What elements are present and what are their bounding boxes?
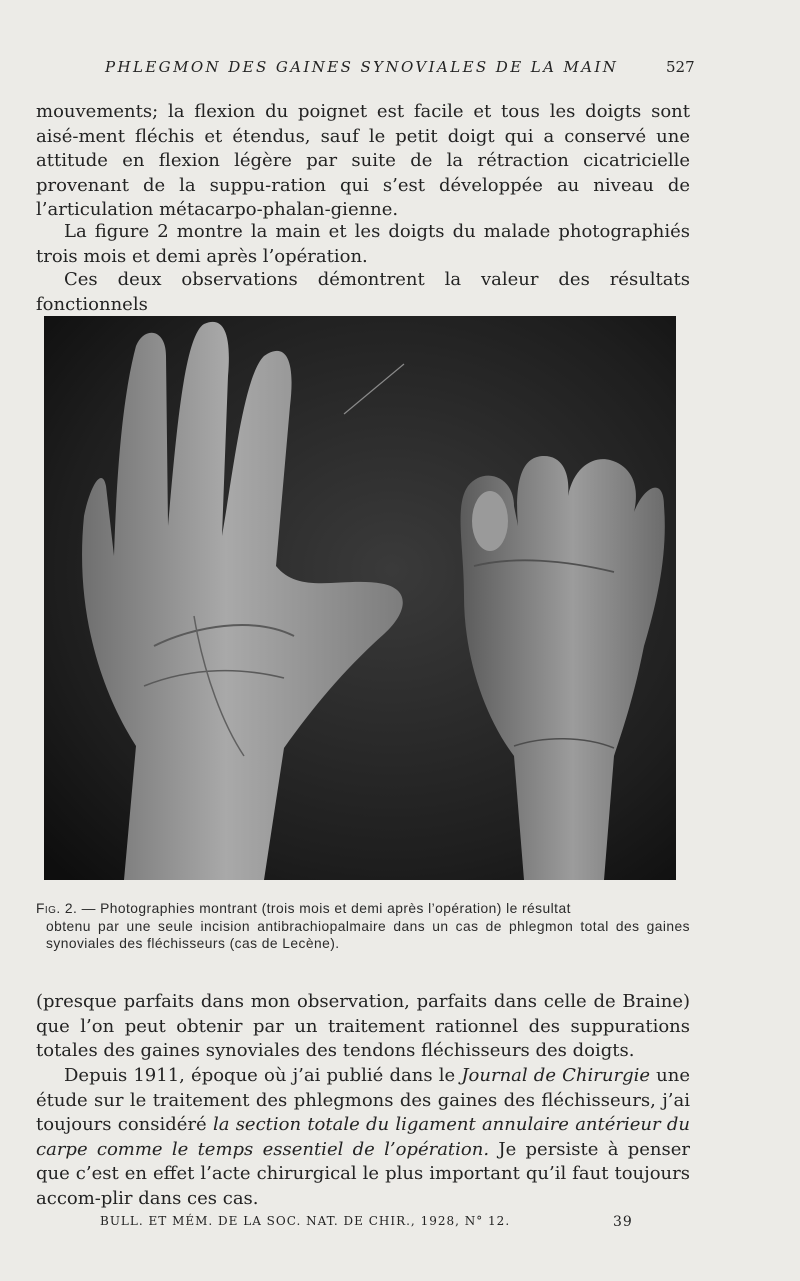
figure-caption-line-1: — Photographies montrant (trois mois et demi après l’opération) le résultat [77, 901, 571, 916]
journal-reference: BULL. ET MÉM. DE LA SOC. NAT. DE CHIR., 1928, N° 12. [100, 1214, 511, 1228]
paragraph-1: mouvements; la flexion du poignet est facile et tous les doigts sont aisé-ment fléchis et étendus, sauf le petit doigt qui a conservé une attitude en flexion légère par suite de la rétraction cicatricielle provenant de la suppu-ration qui s’est développée au niveau de l’articulation métacarpo-phalan-gienne. [36, 101, 690, 221]
figure-label: Fig. 2. [36, 901, 78, 916]
figure-caption-line-2: obtenu par une seule incision antibrachiopalmaire dans un cas de phlegmon total des gaines synoviales des fléchisseurs (cas de Lecène). [46, 918, 690, 951]
paragraph-5-part-1: Depuis 1911, époque où j’ai publié dans le [64, 1065, 462, 1086]
page-footer [100, 1214, 640, 1234]
paragraph-2: La figure 2 montre la main et les doigts du malade photographiés trois mois et demi après l’opération. [36, 221, 690, 267]
running-header [0, 58, 800, 80]
page-number: 527 [666, 58, 695, 76]
sheet-number: 39 [613, 1214, 633, 1230]
paragraph-5-part-3: Je persiste à penser que c’est en effet l’acte chirurgical le plus important qu’il faut toujours accom-plir dans ces cas. [36, 1138, 690, 1209]
paragraph-3: Ces deux observations démontrent la valeur des résultats fonctionnels [36, 269, 690, 315]
figure-photograph-hands [44, 316, 676, 880]
journal-title: Journal de Chirurgie [461, 1065, 650, 1086]
emphasized-statement: la section totale du ligament annulaire antérieur du carpe comme le temps essentiel de l’opération. [36, 1114, 690, 1160]
hands-photo-illustration [44, 316, 676, 880]
paragraph-4: (presque parfaits dans mon observation, parfaits dans celle de Braine) que l’on peut obtenir par un traitement rationnel des suppurations totales des gaines synoviales des tendons fléchisseurs des doigts. [36, 991, 690, 1062]
paragraph-5 [36, 1064, 690, 1212]
figure-caption [36, 900, 690, 953]
paragraph-5-part-2: une étude sur le traitement des phlegmons des gaines des fléchisseurs, j’ai toujours considéré [36, 1065, 690, 1136]
running-title: PHLEGMON DES GAINES SYNOVIALES DE LA MAIN [105, 58, 619, 76]
